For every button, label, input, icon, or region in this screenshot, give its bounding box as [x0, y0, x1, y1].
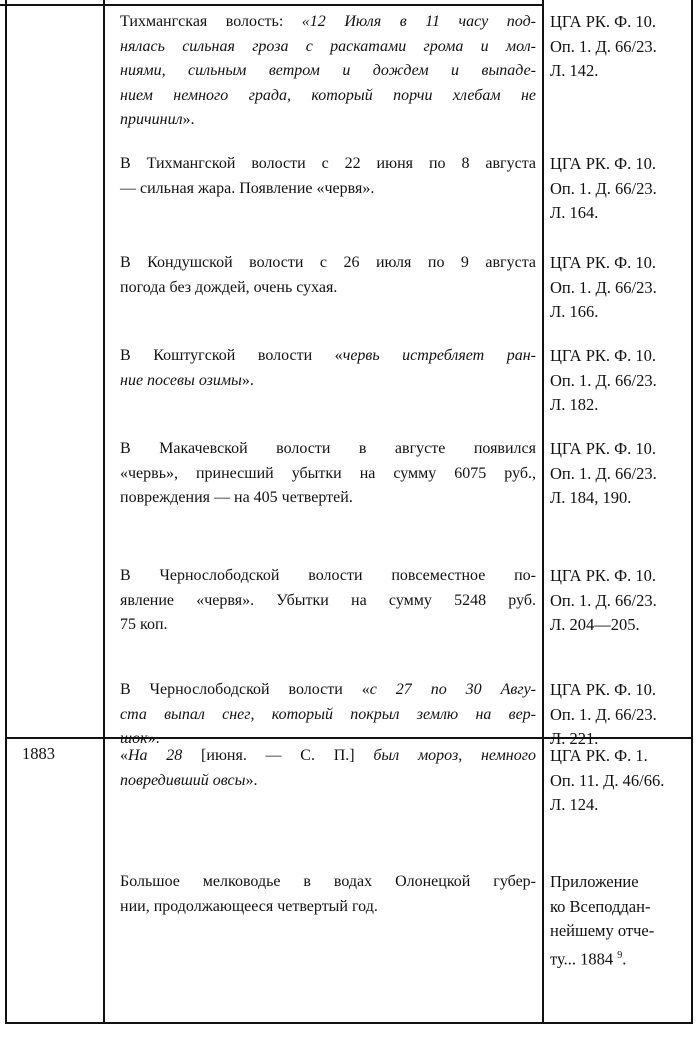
- text-line: [120, 703, 536, 728]
- text-line: [550, 59, 690, 84]
- archive-source: [550, 678, 690, 752]
- text-segment: ».: [241, 371, 254, 389]
- text-line: [550, 486, 690, 511]
- text-line: [120, 35, 536, 60]
- text-segment: причинил: [120, 111, 183, 128]
- text-line: [550, 769, 690, 794]
- text-segment: Оп. 1. Д. 66/23.: [550, 590, 657, 610]
- text-segment: погода без дождей, очень сухая.: [120, 278, 338, 296]
- text-segment: В Кондушской волости с 26 июля по 9 августа: [120, 254, 536, 271]
- text-line: [120, 437, 536, 462]
- text-line: [550, 177, 690, 202]
- text-segment: ЦГА РК. Ф. 10.: [550, 154, 657, 173]
- table-bottom-border: [5, 1022, 693, 1024]
- text-line: [550, 152, 690, 177]
- text-segment: повредивший овсы: [120, 771, 246, 789]
- text-segment: ЦГА РК. Ф. 10.: [550, 566, 657, 585]
- event-description: [120, 744, 536, 793]
- text-line: [550, 678, 690, 703]
- year-column-divider: [103, 0, 105, 1024]
- text-segment: Оп. 11. Д. 46/66.: [550, 770, 665, 790]
- text-segment: ту... 1884: [550, 949, 618, 968]
- event-description: [120, 564, 536, 638]
- text-line: [120, 108, 536, 133]
- text-segment: В Коштугской волости «: [120, 347, 343, 364]
- text-segment: ЦГА РК. Ф. 1.: [550, 746, 648, 765]
- text-line: [120, 564, 536, 589]
- text-segment: ние посевы озимы: [120, 371, 242, 389]
- text-segment: ЦГА РК. Ф. 10.: [550, 680, 657, 699]
- text-segment: Оп. 1. Д. 66/23.: [550, 277, 657, 297]
- text-line: [120, 769, 536, 794]
- text-segment: Л. 182.: [550, 395, 599, 414]
- text-line: [120, 486, 536, 511]
- text-segment: Л. 124.: [550, 795, 599, 814]
- text-segment: В Тихмангской волости с 22 июня по 8 августа: [120, 155, 536, 172]
- archive-source: [550, 437, 690, 511]
- text-line: [550, 276, 690, 301]
- text-segment: нии, продолжающееся четвертый год.: [120, 897, 378, 915]
- text-segment: ЦГА РК. Ф. 10.: [550, 439, 657, 458]
- text-segment: был мороз, немного: [373, 747, 536, 764]
- text-segment: нялась сильная гроза с раскатами грома и мол-: [120, 37, 536, 55]
- text-line: [120, 870, 536, 895]
- text-segment: повреждения — на 405 четвертей.: [120, 489, 353, 506]
- text-line: [550, 393, 690, 418]
- text-segment: «червь», принесший убытки на сумму 6075 руб.,: [120, 464, 536, 482]
- text-segment: Л. 164.: [550, 203, 599, 222]
- text-line: [550, 793, 690, 818]
- text-line: [550, 201, 690, 226]
- archive-source: [550, 870, 690, 972]
- text-segment: Большое мелководье в водах Олонецкой губер-: [120, 873, 536, 890]
- text-segment: ЦГА РК. Ф. 10.: [550, 12, 657, 31]
- table-left-border: [5, 0, 7, 1024]
- text-segment: ниями, сильным ветром и дождем и выпаде-: [120, 62, 536, 79]
- text-line: [550, 703, 690, 728]
- text-segment: «: [120, 747, 128, 764]
- event-description: [120, 437, 536, 511]
- text-line: [120, 84, 536, 109]
- text-segment: ».: [147, 730, 160, 747]
- text-segment: Л. 166.: [550, 302, 599, 321]
- footnote-marker: 9: [617, 949, 623, 961]
- text-segment: Оп. 1. Д. 66/23.: [550, 370, 657, 390]
- text-line: [550, 919, 690, 944]
- text-segment: [июня. — С. П.]: [201, 747, 374, 764]
- text-segment: Оп. 1. Д. 66/23.: [550, 704, 657, 724]
- archive-source: [550, 152, 690, 226]
- text-line: [550, 251, 690, 276]
- text-segment: ».: [182, 111, 195, 128]
- event-description: [120, 678, 536, 752]
- text-segment: Л. 142.: [550, 61, 599, 80]
- year-cell: 1883: [22, 744, 55, 763]
- text-line: [120, 251, 536, 276]
- text-line: [550, 10, 690, 35]
- text-line: [550, 300, 690, 325]
- text-line: [550, 437, 690, 462]
- text-segment: «12 Июля в 11 часу под-: [301, 13, 536, 30]
- text-segment: — сильная жара. Появление «червя».: [120, 179, 375, 197]
- text-line: [550, 369, 690, 394]
- text-line: [120, 744, 536, 769]
- text-line: [120, 589, 536, 614]
- text-segment: ко Всеподдан-: [550, 896, 651, 916]
- event-description: [120, 152, 536, 201]
- event-description: [120, 251, 536, 300]
- text-line: [550, 564, 690, 589]
- text-line: [120, 344, 536, 369]
- text-segment: Оп. 1. Д. 66/23.: [550, 463, 657, 483]
- text-segment: Оп. 1. Д. 66/23.: [550, 36, 657, 56]
- text-line: [550, 870, 690, 895]
- text-segment: ».: [245, 771, 258, 789]
- text-segment: В Макачевской волости в августе появился: [120, 440, 536, 457]
- archive-source: [550, 564, 690, 638]
- text-line: [120, 276, 536, 301]
- table-right-border: [691, 0, 693, 1024]
- text-segment: ЦГА РК. Ф. 10.: [550, 253, 657, 272]
- text-segment: На 28: [128, 747, 202, 764]
- text-line: [550, 462, 690, 487]
- archive-source: [550, 10, 690, 84]
- text-line: [550, 35, 690, 60]
- text-line: [550, 895, 690, 920]
- text-line: [120, 678, 536, 703]
- text-segment: .: [622, 949, 627, 968]
- text-segment: Оп. 1. Д. 66/23.: [550, 178, 657, 198]
- archive-source: [550, 744, 690, 818]
- text-line: [550, 744, 690, 769]
- text-line: [120, 152, 536, 177]
- text-segment: червь истребляет ран-: [342, 347, 537, 364]
- text-segment: явление «червя». Убытки на сумму 5248 руб.: [120, 591, 536, 609]
- text-line: [120, 59, 536, 84]
- text-line: [120, 10, 536, 35]
- text-segment: Тихмангская волость:: [120, 13, 302, 30]
- archive-source: [550, 251, 690, 325]
- text-segment: нием немного града, который порчи хлебам не: [120, 86, 536, 104]
- text-segment: нейшему отче-: [550, 921, 655, 940]
- event-description: [120, 10, 536, 133]
- text-line: [120, 613, 536, 638]
- text-segment: 75 коп.: [120, 616, 168, 633]
- archive-source: [550, 344, 690, 418]
- text-line: [120, 369, 536, 394]
- table-top-border: [0, 4, 542, 6]
- text-line: [550, 344, 690, 369]
- event-description: [120, 870, 536, 919]
- text-segment: ста выпал снег, который покрыл землю на вер-: [120, 705, 536, 723]
- text-segment: В Чернослободской волости повсеместное по-: [120, 567, 536, 584]
- text-line: [120, 895, 536, 920]
- text-line: [550, 613, 690, 638]
- text-line: [120, 462, 536, 487]
- text-segment: В Чернослободской волости «: [120, 681, 370, 698]
- text-segment: Л. 204—205.: [550, 615, 640, 634]
- text-line: [550, 944, 690, 972]
- text-line: [550, 589, 690, 614]
- text-segment: Л. 221.: [550, 729, 599, 748]
- source-column-divider: [542, 0, 544, 1024]
- text-segment: шок: [120, 730, 148, 747]
- text-segment: Л. 184, 190.: [550, 488, 632, 507]
- text-segment: Приложение: [550, 872, 639, 891]
- text-line: [120, 177, 536, 202]
- text-segment: ЦГА РК. Ф. 10.: [550, 346, 657, 365]
- text-segment: с 27 по 30 Авгу-: [369, 681, 536, 698]
- event-description: [120, 344, 536, 393]
